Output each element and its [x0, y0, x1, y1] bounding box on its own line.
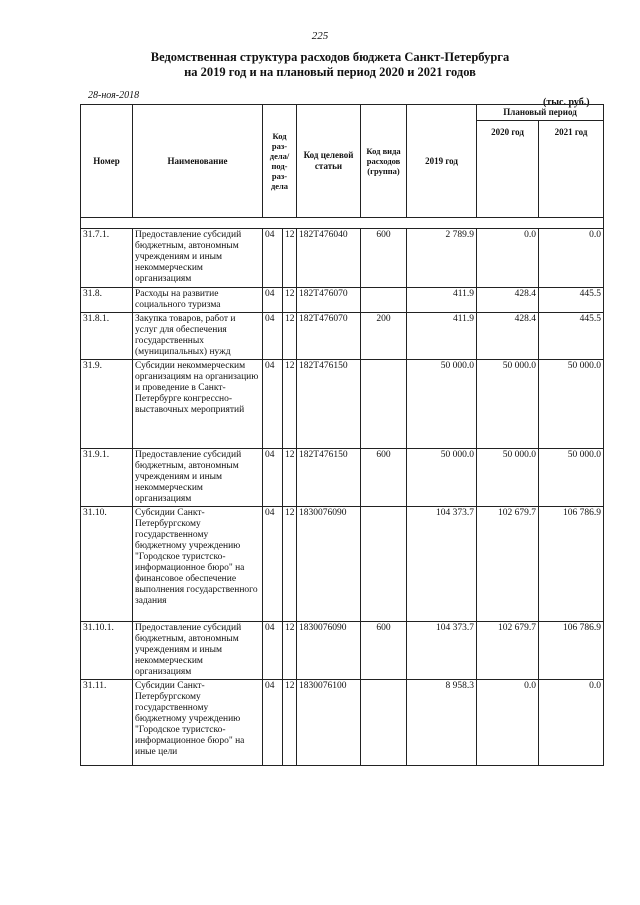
row-amount-2021: 106 786.9 [539, 622, 604, 680]
header-expense-type-code: Код вида расходов (группа) [361, 105, 407, 218]
row-section: 04 [263, 449, 283, 507]
table-row [81, 313, 604, 360]
row-amount-2020: 428.4 [477, 288, 539, 313]
table-row [81, 360, 604, 449]
row-subsection: 12 [283, 622, 297, 680]
row-amount-2021: 50 000.0 [539, 449, 604, 507]
row-amount-2019: 411.9 [407, 313, 477, 360]
row-section: 04 [263, 507, 283, 622]
header-number: Номер [81, 105, 133, 218]
row-amount-2020: 102 679.7 [477, 507, 539, 622]
row-section: 04 [263, 360, 283, 449]
header-2021: 2021 год [539, 121, 604, 218]
table-row [81, 680, 604, 766]
row-amount-2021: 0.0 [539, 680, 604, 766]
budget-table [80, 104, 604, 766]
row-number: 31.10. [81, 507, 133, 622]
row-amount-2019: 8 958.3 [407, 680, 477, 766]
row-amount-2020: 0.0 [477, 229, 539, 288]
row-amount-2020: 102 679.7 [477, 622, 539, 680]
table-row [81, 229, 604, 288]
row-amount-2019: 104 373.7 [407, 507, 477, 622]
row-number: 31.11. [81, 680, 133, 766]
row-section: 04 [263, 313, 283, 360]
row-amount-2020: 50 000.0 [477, 360, 539, 449]
row-subsection: 12 [283, 449, 297, 507]
row-subsection: 12 [283, 313, 297, 360]
title-line-1: Ведомственная структура расходов бюджета Санкт-Петербурга [150, 50, 510, 64]
header-spacer [81, 218, 604, 229]
row-name: Субсидии Санкт-Петербургскому государственному бюджетному учреждению "Городское туристско-информационное бюро" на финансовое обеспечение выполнения государственного задания [133, 507, 263, 622]
row-amount-2019: 50 000.0 [407, 449, 477, 507]
row-section: 04 [263, 288, 283, 313]
row-target-code: 1830076100 [297, 680, 361, 766]
row-name: Субсидии Санкт-Петербургскому государственному бюджетному учреждению "Городское туристско-информационное бюро" на иные цели [133, 680, 263, 766]
row-section: 04 [263, 229, 283, 288]
header-section-code: Код раз- дела/ под- раз- дела [263, 105, 297, 218]
row-target-code: 1830076090 [297, 622, 361, 680]
table-row [81, 288, 604, 313]
row-number: 31.10.1. [81, 622, 133, 680]
row-expense-type: 600 [361, 449, 407, 507]
table-body [81, 229, 604, 766]
row-target-code: 182Т476150 [297, 360, 361, 449]
row-amount-2019: 104 373.7 [407, 622, 477, 680]
row-amount-2019: 50 000.0 [407, 360, 477, 449]
row-number: 31.8. [81, 288, 133, 313]
row-expense-type [361, 288, 407, 313]
row-target-code: 182Т476040 [297, 229, 361, 288]
row-target-code: 182Т476150 [297, 449, 361, 507]
table-row [81, 449, 604, 507]
row-expense-type: 600 [361, 622, 407, 680]
row-subsection: 12 [283, 229, 297, 288]
row-amount-2021: 50 000.0 [539, 360, 604, 449]
row-name: Субсидии некоммерческим организациям на организацию и проведение в Санкт-Петербурге конгрессно-выставочных мероприятий [133, 360, 263, 449]
table-row [81, 622, 604, 680]
row-subsection: 12 [283, 360, 297, 449]
row-name: Расходы на развитие социального туризма [133, 288, 263, 313]
row-name: Предоставление субсидий бюджетным, автономным учреждениям и иным некоммерческим организациям [133, 622, 263, 680]
row-target-code: 182Т476070 [297, 288, 361, 313]
row-amount-2021: 445.5 [539, 288, 604, 313]
header-target-code: Код целевой статьи [297, 105, 361, 218]
row-expense-type [361, 680, 407, 766]
row-subsection: 12 [283, 288, 297, 313]
row-expense-type: 200 [361, 313, 407, 360]
row-target-code: 1830076090 [297, 507, 361, 622]
page-number: 225 [311, 30, 329, 42]
document-date: 28-ноя-2018 [88, 90, 140, 101]
row-expense-type [361, 360, 407, 449]
header-2020: 2020 год [477, 121, 539, 218]
table-row [81, 507, 604, 622]
row-subsection: 12 [283, 507, 297, 622]
row-section: 04 [263, 622, 283, 680]
row-expense-type: 600 [361, 229, 407, 288]
row-number: 31.7.1. [81, 229, 133, 288]
row-name: Предоставление субсидий бюджетным, автономным учреждениям и иным некоммерческим организациям [133, 449, 263, 507]
row-number: 31.9.1. [81, 449, 133, 507]
row-name: Предоставление субсидий бюджетным, автономным учреждениям и иным некоммерческим организациям [133, 229, 263, 288]
row-subsection: 12 [283, 680, 297, 766]
header-planned-period: Плановый период [477, 105, 604, 121]
row-amount-2019: 411.9 [407, 288, 477, 313]
row-amount-2021: 0.0 [539, 229, 604, 288]
row-amount-2020: 0.0 [477, 680, 539, 766]
row-section: 04 [263, 680, 283, 766]
row-amount-2021: 106 786.9 [539, 507, 604, 622]
row-number: 31.8.1. [81, 313, 133, 360]
row-amount-2020: 50 000.0 [477, 449, 539, 507]
header-name: Наименование [133, 105, 263, 218]
row-number: 31.9. [81, 360, 133, 449]
row-target-code: 182Т476070 [297, 313, 361, 360]
row-amount-2021: 445.5 [539, 313, 604, 360]
header-2019: 2019 год [407, 105, 477, 218]
title-line-2: на 2019 год и на плановый период 2020 и 2021 годов [184, 65, 476, 79]
document-title [100, 50, 560, 80]
row-expense-type [361, 507, 407, 622]
row-name: Закупка товаров, работ и услуг для обеспечения государственных (муниципальных) нужд [133, 313, 263, 360]
units-label: (тыс. руб.) [543, 97, 590, 108]
row-amount-2020: 428.4 [477, 313, 539, 360]
row-amount-2019: 2 789.9 [407, 229, 477, 288]
